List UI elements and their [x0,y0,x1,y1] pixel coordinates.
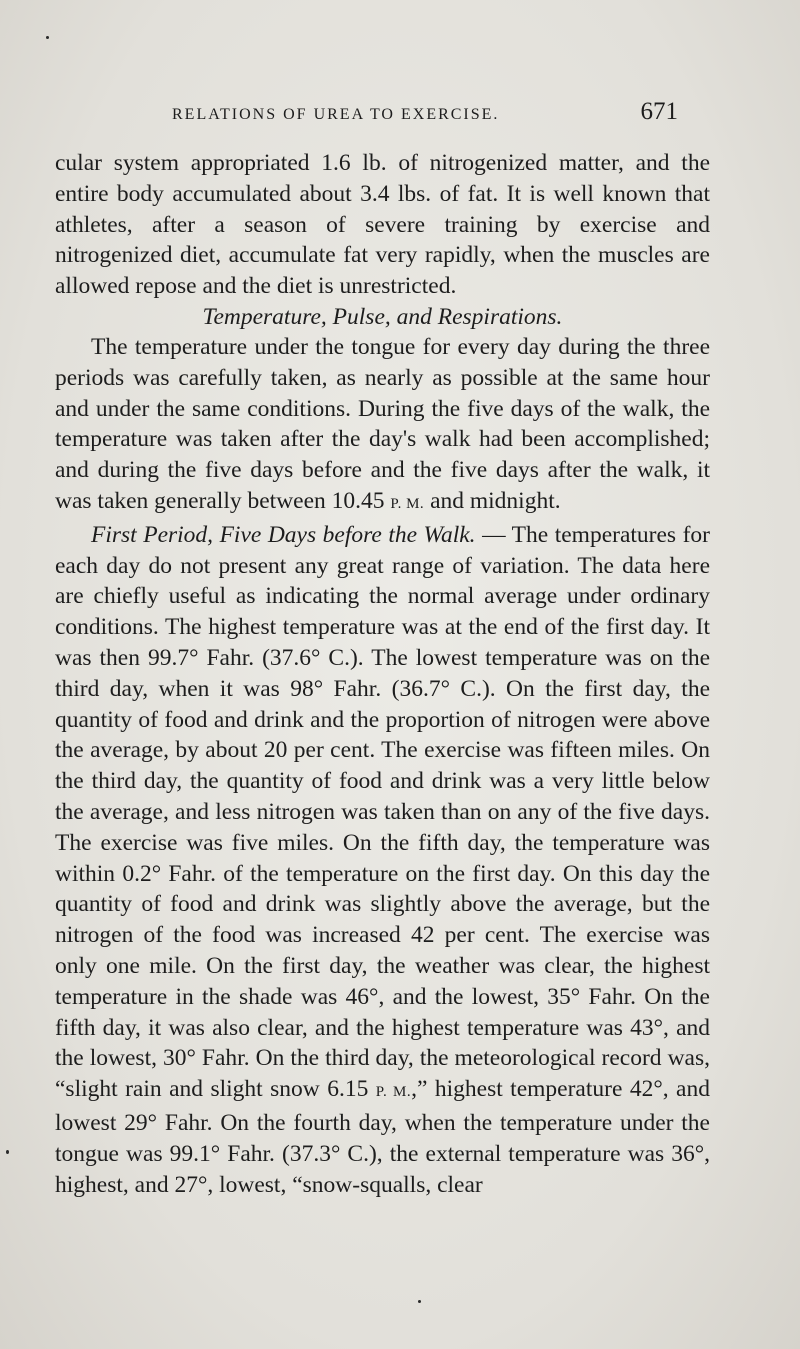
body-text [55,148,710,1200]
time-abbreviation: P. M. [375,1084,412,1101]
paragraph-temperature-method [55,332,710,520]
paper-speck [46,36,49,39]
subsection-heading: First Period, Five Days before the Walk. [91,521,476,548]
paper-speck [6,1150,9,1154]
paragraph-continued: cular system appropriated 1.6 lb. of nitrogenized matter, and the entire body accumulated about 3.4 lbs. of fat. It is well known that athletes, after a season of severe training by exercise and nitrogenized diet, accumulate fat very rapidly, when the muscles are allowed repose and the diet is unrestricted. [55,150,710,300]
page-number: 671 [640,98,678,125]
section-heading: Temperature, Pulse, and Respirations. [202,303,563,330]
running-title: RELATIONS OF UREA TO EXERCISE. [172,106,500,123]
time-abbreviation: P. M. [390,495,425,512]
paragraph-text: — The temperatures for each day do not present any great range of variation. The data here are chiefly useful as indicating the normal average under ordinary conditions. The highest temperature was at the end of the first day. It was then 99.7° Fahr. (37.6° C.). The lowest temperature was on the third day, when it was 98° Fahr. (36.7° C.). On the first day, the quantity of food and drink and the proportion of nitrogen were above the average, by about 20 per cent. The exercise was fifteen miles. On the third day, the quantity of food and drink was a very little below the average, and less nitrogen was taken than on any of the five days. The exercise was five miles. On the fifth day, the temperature was within 0.2° Fahr. of the temperature on the first day. On this day the quantity of food and drink was slightly above the average, but the nitrogen of the food was increased 42 per cent. The exercise was only one mile. On the first day, the weather was clear, the highest temperature in the shade was 46°, and the lowest, 35° Fahr. On the fifth day, it was also clear, and the highest temperature was 43°, and the lowest, 30° Fahr. On the third day, the meteorological record was, “slight rain and slight snow 6.15 [55,521,710,1103]
running-head [60,98,700,130]
paragraph-first-period [55,520,710,1201]
paper-speck [418,1300,421,1303]
paragraph-text: The temperature under the tongue for every day during the three periods was carefully taken, as nearly as possible at the same hour and under the same conditions. During the five days of the walk, the temperature was taken after the day's walk had been accomplished; and during the five days before and the five days after the walk, it was taken generally between 10.45 [55,333,710,514]
paragraph-text: and midnight. [424,487,561,514]
paragraph-text: ,” highest temperature 42°, and lowest 29° Fahr. On the fourth day, when the temperature under the tongue was 99.1° Fahr. (37.3° C.), the external temperature was 36°, highest, and 27°, lowest, “snow-squalls, clear [55,1076,710,1198]
